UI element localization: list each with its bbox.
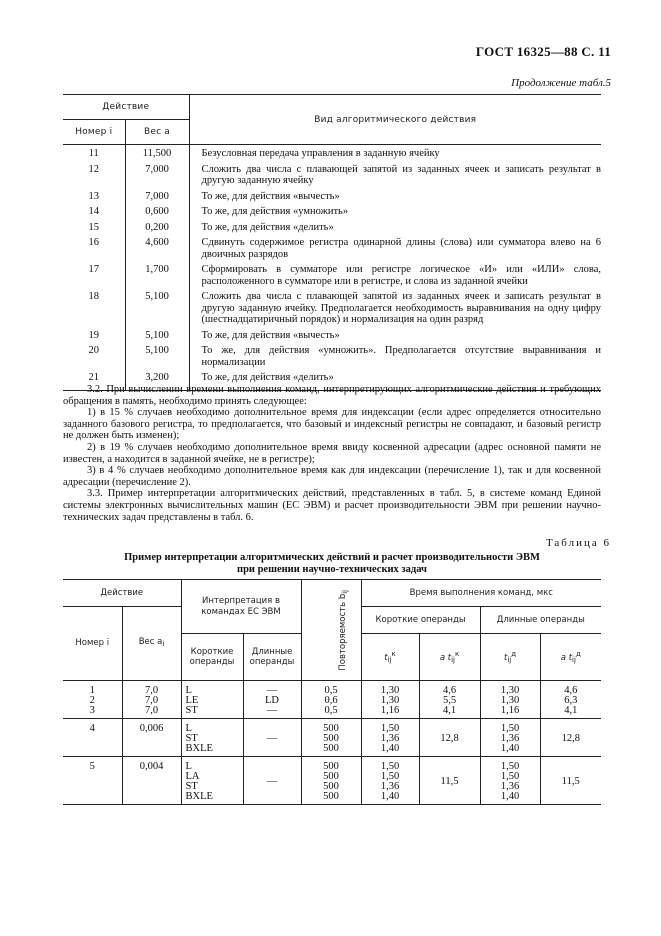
t6-header-number: Номер i [63, 607, 122, 681]
t6-header-short-ops: Короткие операнды [181, 634, 243, 681]
t5-cell-weight: 0,200 [125, 220, 189, 236]
table-6-caption [63, 552, 601, 576]
t6-header-t-long: $t_{ij}^д$ [480, 634, 540, 681]
t5-cell-weight: 1,700 [125, 262, 189, 289]
t5-row [63, 328, 601, 344]
t5-cell-desc: То же, для действия «делить» [201, 221, 334, 233]
t6-header-interpretation: Интерпретация в командах ЕС ЭВМ [181, 580, 301, 634]
t6-cell-weight: 0,006 [122, 719, 181, 757]
t6-cell-t-long: 1,30 1,30 1,16 [480, 681, 540, 719]
t5-cell-weight: 7,000 [125, 189, 189, 205]
t6-header-weight: Вес $a_i$ [122, 607, 181, 681]
t6-cell-at-short: 12,8 [419, 719, 480, 757]
t5-cell-weight: 5,100 [125, 343, 189, 370]
paragraph-item-3: 3) в 4 % случаев необходимо дополнительное время как для индексации (перечисление 1), так и для косвенной адресации (перечисление 2). [63, 465, 601, 488]
t5-cell-num: 15 [63, 220, 125, 236]
t6-cell-short-cmd: L LE ST [181, 681, 243, 719]
table-6-caption-line2: при решении научно-технических задач [237, 564, 427, 575]
t6-cell-repeat: 500 500 500 500 [301, 757, 361, 805]
t6-cell-weight: 0,004 [122, 757, 181, 805]
t5-cell-num: 21 [63, 370, 125, 390]
t6-cell-short-cmd: L LA ST BXLE [181, 757, 243, 805]
t6-header-at-long: a $t_{ij}^д$ [540, 634, 601, 681]
table-6-label: Таблица 6 [545, 537, 611, 549]
body-text [63, 384, 601, 523]
t6-header-at-short: a $t_{ij}^к$ [419, 634, 480, 681]
paragraph-3-2: 3.2. При вычислении времени выполнения команд, интерпретирующих алгоритмические действия и требующих обращения в память, необходимо принять следующее: [63, 384, 601, 407]
t6-cell-num: 4 [63, 719, 122, 757]
t5-row [63, 189, 601, 205]
t5-cell-desc: То же, для действия «умножить». Предполагается отсутствие выравнивания и нормализации [201, 345, 601, 368]
t6-header-short: Короткие операнды [361, 607, 480, 634]
t5-cell-desc: То же, для действия «вычесть» [201, 190, 340, 202]
t6-cell-num: 1 2 3 [63, 681, 122, 719]
t5-cell-num: 20 [63, 343, 125, 370]
t6-cell-t-short: 1,50 1,50 1,36 1,40 [361, 757, 419, 805]
t5-row [63, 145, 601, 162]
t6-cell-at-short: 4,6 5,5 4,1 [419, 681, 480, 719]
t6-cell-long-cmd: — [243, 719, 301, 757]
t6-header-repeat: Повторяемость $b_{ij}$ [301, 580, 361, 681]
t5-cell-desc: Сложить два числа с плавающей запятой из заданных ячеек и записать результат в другую заданную ячейку. Предполагается необходимость выравнивания на одну цифру (шестнадцатиричный порядок) и нормализация на один разряд [201, 291, 601, 325]
t5-cell-weight: 3,200 [125, 370, 189, 390]
t5-header-description: Вид алгоритмического действия [189, 95, 601, 145]
t5-cell-num: 19 [63, 328, 125, 344]
t6-cell-short-cmd: L ST BXLE [181, 719, 243, 757]
t6-header-action: Действие [63, 580, 181, 607]
t5-body [63, 145, 601, 391]
t5-header-action: Действие [63, 95, 189, 120]
t6-cell-long-cmd: — LD — [243, 681, 301, 719]
t6-row-group [63, 719, 601, 757]
t6-body [63, 681, 601, 805]
t6-cell-at-long: 11,5 [540, 757, 601, 805]
t5-row [63, 220, 601, 236]
t6-cell-weight: 7,0 7,0 7,0 [122, 681, 181, 719]
t6-cell-at-long: 4,6 6,3 4,1 [540, 681, 601, 719]
t5-row [63, 162, 601, 189]
t5-cell-weight: 4,600 [125, 235, 189, 262]
t5-cell-weight: 7,000 [125, 162, 189, 189]
t5-cell-num: 17 [63, 262, 125, 289]
t6-header-long: Длинные операнды [480, 607, 601, 634]
t6-cell-t-long: 1,50 1,36 1,40 [480, 719, 540, 757]
t6-header-t-short: $t_{ij}^к$ [361, 634, 419, 681]
t5-header-number: Номер i [63, 120, 125, 145]
paragraph-item-1: 1) в 15 % случаев необходимо дополнительное время для индексации (если адрес определяется относительно заданного базового регистра, то предполагается, что базовый и индексный регистры не совпадают, и базовый регистр не должен быть изменен); [63, 407, 601, 442]
t5-row [63, 235, 601, 262]
t5-row [63, 289, 601, 328]
table-6 [63, 579, 601, 805]
t5-row [63, 343, 601, 370]
t6-cell-long-cmd: — [243, 757, 301, 805]
t5-cell-desc: Безусловная передача управления в заданную ячейку [201, 148, 440, 159]
t6-cell-repeat: 0,5 0,6 0,5 [301, 681, 361, 719]
t6-cell-at-long: 12,8 [540, 719, 601, 757]
t5-row [63, 262, 601, 289]
t5-cell-num: 16 [63, 235, 125, 262]
t5-cell-desc: То же, для действия «делить» [189, 370, 601, 390]
t5-cell-weight: 0,600 [125, 204, 189, 220]
t5-cell-desc: Сдвинуть содержимое регистра одинарной длины (слова) или сумматора влево на 6 двоичных разрядов [201, 237, 601, 260]
t6-cell-at-short: 11,5 [419, 757, 480, 805]
t5-row [63, 204, 601, 220]
paragraph-item-2: 2) в 19 % случаев необходимо дополнительное время ввиду косвенной адресации (адрес основной памяти не известен, а находится в заданной ячейке, не в регистре); [63, 441, 601, 465]
t6-header-long-ops: Длинные операнды [243, 634, 301, 681]
t5-cell-desc: То же, для действия «умножить» [201, 206, 349, 217]
t5-cell-num: 11 [63, 145, 125, 162]
t6-cell-t-short: 1,30 1,30 1,16 [361, 681, 419, 719]
t6-row-group [63, 681, 601, 719]
t5-cell-num: 12 [63, 162, 125, 189]
table-6-caption-line1: Пример интерпретации алгоритмических действий и расчет производительности ЭВМ [124, 552, 540, 563]
t5-cell-weight: 5,100 [125, 289, 189, 328]
t5-cell-weight: 11,500 [125, 145, 189, 162]
t5-cell-num: 14 [63, 204, 125, 220]
t6-cell-t-long: 1,50 1,50 1,36 1,40 [480, 757, 540, 805]
t5-header-weight: Вес a [125, 120, 189, 145]
t6-cell-repeat: 500 500 500 [301, 719, 361, 757]
t5-cell-desc: То же, для действия «вычесть» [201, 329, 340, 341]
t5-cell-num: 18 [63, 289, 125, 328]
t6-cell-t-short: 1,50 1,36 1,40 [361, 719, 419, 757]
t6-header-time: Время выполнения команд, мкс [361, 580, 601, 607]
t5-cell-weight: 5,100 [125, 328, 189, 344]
paragraph-3-3: 3.3. Пример интерпретации алгоритмических действий, представленных в табл. 5, в системе команд Единой системы электронных вычислительных машин (ЕС ЭВМ) и расчет производительности ЭВМ при решении научно-технических задач представлены в табл. 6. [63, 488, 601, 523]
t6-cell-num: 5 [63, 757, 122, 805]
t5-cell-desc: Сформировать в сумматоре или регистре логическое «И» или «ИЛИ» слова, расположенного в сумматоре или в регистре, и слова из заданной ячейки [201, 264, 601, 287]
table-continuation-note: Продолжение табл.5 [511, 77, 611, 89]
t5-cell-desc: Сложить два числа с плавающей запятой из заданных ячеек и записать результат в другую заданную ячейку [201, 163, 601, 186]
t5-cell-num: 13 [63, 189, 125, 205]
t6-row-group [63, 757, 601, 805]
page-header-title: ГОСТ 16325—88 С. 11 [475, 44, 611, 59]
table-5 [63, 94, 601, 391]
